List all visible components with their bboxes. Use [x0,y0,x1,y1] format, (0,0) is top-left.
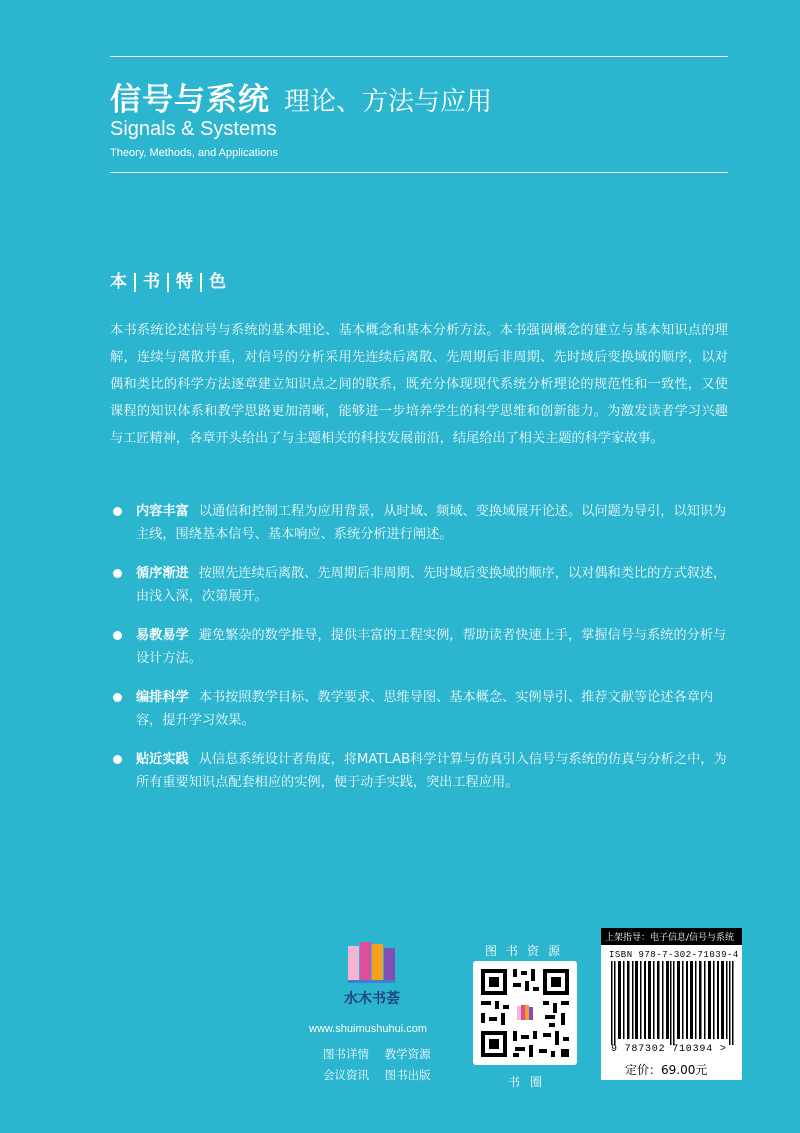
top-rule [110,56,728,57]
heading-char: 特 [167,273,200,292]
link-teaching-resources[interactable]: 教学资源 [384,1047,431,1061]
qr-code-graphic-icon [473,961,577,1065]
shelving-category: 上架指导：电子信息/信号与系统 [601,928,742,945]
feature-item [110,562,730,608]
feature-label: 编排科学 [136,690,189,705]
features-heading [110,273,233,292]
publisher-logo-text: 水木书荟 [344,991,400,1007]
intro-paragraph: 本书系统论述信号与系统的基本理论、基本概念和基本分析方法。本书强调概念的建立与基本知识点的理解，连续与离散并重，对信号的分析采用先连续后离散、先周期后非周期、先时域后变换域的顺序，以对偶和类比的科学方法逐章建立知识点之间的联系，既充分体现现代系统分析理论的规范性和一致性，又使课程的知识体系和教学思路更加清晰，能够进一步培养学生的科学思维和创新能力。为激发读者学习兴趣与工匠精神，各章开头给出了与主题相关的科技发展前沿，结尾给出了相关主题的科学家故事。 [110,323,728,446]
feature-text: 按照先连续后离散、先周期后非周期、先时域后变换域的顺序，以对偶和类比的方式叙述，由浅入深，次第展开。 [136,566,727,604]
qr-code-icon[interactable] [473,961,577,1065]
heading-char: 色 [200,273,233,292]
feature-label: 内容丰富 [136,504,189,519]
feature-text: 从信息系统设计者角度，将MATLAB科学计算与仿真引入信号与系统的仿真与分析之中，为所有重要知识点配套相应的实例，便于动手实践，突出工程应用。 [136,752,727,790]
feature-label: 贴近实践 [136,752,189,767]
isbn-number: ISBN 978-7-302-71039-4 [609,950,739,960]
feature-item [110,686,730,732]
book-subtitle-cn: 理论、方法与应用 [284,87,493,117]
link-book-publishing[interactable]: 图书出版 [384,1068,431,1082]
book-title-cn: 信号与系统 [110,82,270,118]
book-subtitle-en: Theory, Methods, and Applications [110,147,278,159]
title-block [110,74,492,119]
feature-text: 以通信和控制工程为应用背景，从时域、频域、变换域展开论述。以问题为导引，以知识为主线，围绕基本信号、基本响应、系统分析进行阐述。 [136,504,727,542]
feature-text: 本书按照教学目标、教学要求、思维导图、基本概念、实例导引、推荐文献等论述各章内容，提升学习效果。 [136,690,714,728]
publisher-links [323,1044,443,1086]
qr-top-label: 图书资源 [485,944,570,958]
feature-item [110,748,730,794]
isbn-block [601,928,742,1080]
barcode-icon [609,961,735,1045]
feature-text: 避免繁杂的数学推导，提供丰富的工程实例，帮助读者快速上手，掌握信号与系统的分析与设计方法。 [136,628,727,666]
feature-label: 循序渐进 [136,566,189,581]
feature-item [110,500,730,546]
book-title-en: Signals & Systems [110,118,277,140]
bullet-dot-icon [113,631,122,640]
bullet-dot-icon [113,693,122,702]
feature-list [110,500,730,810]
publisher-logo-icon [345,940,397,986]
qr-bottom-label: 书圈 [508,1075,553,1089]
link-conference-news[interactable]: 会议资讯 [323,1068,369,1082]
bullet-dot-icon [113,569,122,578]
price: 定价：69.00元 [625,1063,708,1077]
heading-char: 书 [134,273,167,292]
publisher-website[interactable]: www.shuimushuhui.com [309,1023,427,1035]
bullet-dot-icon [113,755,122,764]
link-book-details[interactable]: 图书详情 [323,1047,369,1061]
heading-char: 本 [110,272,127,292]
bullet-dot-icon [113,507,122,516]
bottom-rule [110,172,728,173]
feature-label: 易教易学 [136,628,189,643]
feature-item [110,624,730,670]
barcode-digits: 9 787302 710394 > [611,1044,727,1055]
